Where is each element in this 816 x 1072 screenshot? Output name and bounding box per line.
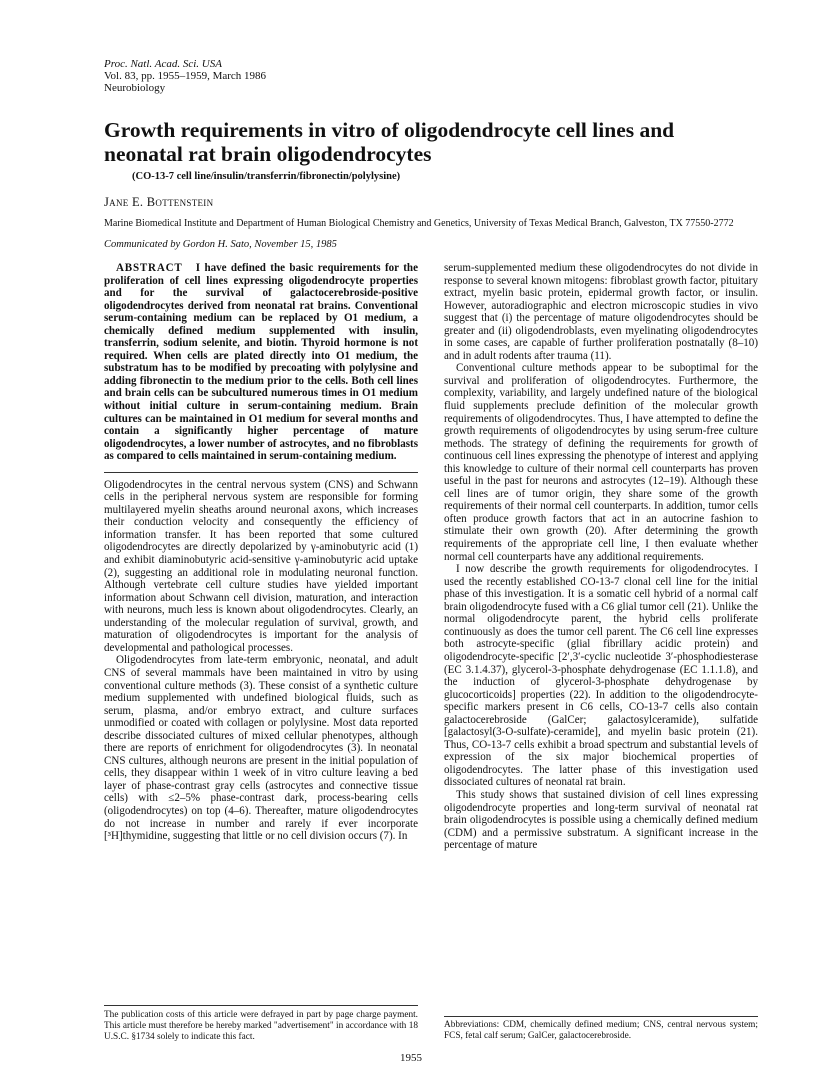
body-paragraph: Oligodendrocytes from late-term embryonic, neonatal, and adult CNS of several mammals have been maintained in vitro by using conventional culture methods (3). These consist of a synthetic culture medium supplemented with undefined biological fluids, such as serum, plasma, and/or embryo extract, and culture surfaces unmodified or coated with collagen or polylysine. Most data reported describe dissociated cultures of mixed cellular phenotypes, although there are reports of enrichment for oligodendrocytes (3). In neonatal CNS cultures, although neurons are present in the initial population of cells, they disappear within 1 week of in vitro culture leaving a bed layer of phase-contrast gray cells (astrocytes and connective tissue cells) with ≤2–5% phase-contrast dark, process-bearing cells (oligodendrocytes) on top (4–6). Thereafter, mature oligodendrocytes do not increase in number and rarely if ever incorporate [³H]thymidine, suggesting that little or no cell division occurs (7). In xyxy=(104,654,418,843)
volume-info: Vol. 83, pp. 1955–1959, March 1986 xyxy=(104,70,267,82)
journal-header xyxy=(104,58,266,94)
journal-name: Proc. Natl. Acad. Sci. USA xyxy=(104,58,222,70)
section-name: Neurobiology xyxy=(104,82,166,94)
body-paragraph: serum-supplemented medium these oligodendrocytes do not divide in response to several known mitogens: fibroblast growth factor, pituitary extract, myelin basic protein, epidermal growth factor, or insulin. However, autoradiographic and electron microscopic studies in vivo suggest that (i) the percentage of mature oligodendrocytes should be greater and (ii) oligodendroblasts, even myelinating oligodendrocytes in some cases, are capable of further proliferation postnatally (8–10) and in adult rodents after trauma (11). xyxy=(444,262,758,362)
page-number: 1955 xyxy=(400,1052,422,1064)
abstract xyxy=(104,262,418,463)
abstract-label: ABSTRACT xyxy=(116,262,183,274)
body-paragraph: This study shows that sustained division of cell lines expressing oligodendrocyte properties and long-term survival of neonatal rat brain oligodendrocytes is possible using a chemically defined medium (CDM) and a permissive substratum. A significant increase in the percentage of mature xyxy=(444,788,758,852)
abstract-text: I have defined the basic requirements for the proliferation of cell lines expressing oligodendrocyte properties and for the survival of galactocerebroside-positive oligodendrocytes derived from neonatal rat brains. Conventional serum-containing medium can be replaced by O1 medium, a chemically defined medium supplemented with insulin, transferrin, sodium selenite, and biotin. Thyroid hormone is not required. When cells are plated directly into O1 medium, the substratum has to be modified by precoating with polylysine and adding fibronectin to the medium prior to the cells. Both cell lines and brain cells can be subcultured numerous times in O1 medium without initial culture in serum-containing medium. Brain cultures can be maintained in O1 medium for several months and contain a significantly higher percentage of mature oligodendrocytes, a lower number of astrocytes, and no fibroblasts as compared to cells maintained in serum-containing medium. xyxy=(104,262,418,463)
footnote-text: The publication costs of this article were defrayed in part by page charge payment. This article must therefore be hereby marked "advertisement" in accordance with 18 U.S.C. §1734 solely to indicate this fact. xyxy=(104,1010,418,1042)
abbreviations-footnote xyxy=(444,1016,758,1042)
right-column xyxy=(444,262,758,852)
keywords: (CO-13-7 cell line/insulin/transferrin/fibronectin/polylysine) xyxy=(132,171,401,182)
affiliation: Marine Biomedical Institute and Department of Human Biological Chemistry and Genetics, University of Texas Medical Branch, Galveston, TX 77550-2772 xyxy=(104,218,734,229)
author: Jane E. Bottenstein xyxy=(104,195,214,209)
abstract-divider xyxy=(104,472,418,473)
communicated-by: Communicated by Gordon H. Sato, November 15, 1985 xyxy=(104,239,337,250)
left-column xyxy=(104,262,418,843)
footnote-divider xyxy=(104,1005,418,1006)
article-title: Growth requirements in vitro of oligodendrocyte cell lines and neonatal rat brain oligodendrocytes xyxy=(104,118,675,166)
abbreviations-text: Abbreviations: CDM, chemically defined medium; CNS, central nervous system; FCS, fetal calf serum; GalCer, galactocerebroside. xyxy=(444,1020,758,1041)
publication-cost-footnote xyxy=(104,1005,418,1043)
body-paragraph: I now describe the growth requirements for oligodendrocytes. I used the recently established CO-13-7 clonal cell line for the initial phase of this investigation. It is a somatic cell hybrid of a normal calf brain oligodendrocyte fused with a C6 glial tumor cell (21). Unlike the normal oligodendrocyte parent, the hybrid cells proliferate continuously as does the tumor cell parent. The C6 cell line expresses both astrocyte-specific (glial fibrillary acidic protein) and oligodendrocyte-specific [2′,3′-cyclic nucleotide 3′-phosphodiesterase (EC 3.1.4.37), glycerol-3-phosphate dehydrogenase (EC 1.1.1.8), and the induction of glycerol-3-phosphate dehydrogenase by glucocorticoids] properties (22). In addition to the oligodendrocyte-specific markers present in C6 cells, CO-13-7 cells also contain galactocerebroside (GalCer; galactosylceramide), sulfatide [galactosyl(3-O-sulfate)-ceramide], and myelin basic protein (21). Thus, CO-13-7 cells exhibit a broad spectrum and substantial levels of expression of the six major biochemical properties of oligodendrocytes. The latter phase of this investigation used dissociated cultures of neonatal rat brain. xyxy=(444,563,758,789)
footnote-divider xyxy=(444,1016,758,1017)
body-paragraph: Oligodendrocytes in the central nervous system (CNS) and Schwann cells in the peripheral nervous system are responsible for forming multilayered myelin sheaths around neuronal axons, which increases their conduction velocity and consequently the efficiency of information transfer. It has been reported that some cultured oligodendrocytes are directly depolarized by γ-aminobutyric acid (1) and exhibit diaminobutyric acid-sensitive γ-aminobutyric acid uptake (2), suggesting an additional role in modulating neuronal function. Although vertebrate cell culture studies have yielded important information about Schwann cell division, maturation, and interaction with neurons, much less is known about oligodendrocytes. Clearly, an understanding of the molecular regulation of survival, growth, and maturation of oligodendrocytes is important for the analysis of developmental and pathological processes. xyxy=(104,478,418,654)
body-paragraph: Conventional culture methods appear to be suboptimal for the survival and proliferation of oligodendrocytes. Furthermore, the complexity, variability, and largely undefined nature of the biological fluid supplements preclude definition of the molecular growth requirements of oligodendrocytes. Thus, I have attempted to define the growth requirements of oligodendrocytes by using serum-free culture methods. The strategy of defining the requirements for growth of continuous cell lines expressing the phenotype of interest and applying this knowledge to culture of their normal cell counterparts has proven useful in the past for neurons and astrocytes (12–19). Although these cell lines are of tumor origin, they share some of the growth requirements of their normal cell counterparts. In addition, tumor cells often produce growth factors that act in an autocrine fashion to stimulate their own growth (20). After determining the growth requirements of the appropriate cell line, I then evaluate whether normal cell counterparts have any additional requirements. xyxy=(444,362,758,563)
